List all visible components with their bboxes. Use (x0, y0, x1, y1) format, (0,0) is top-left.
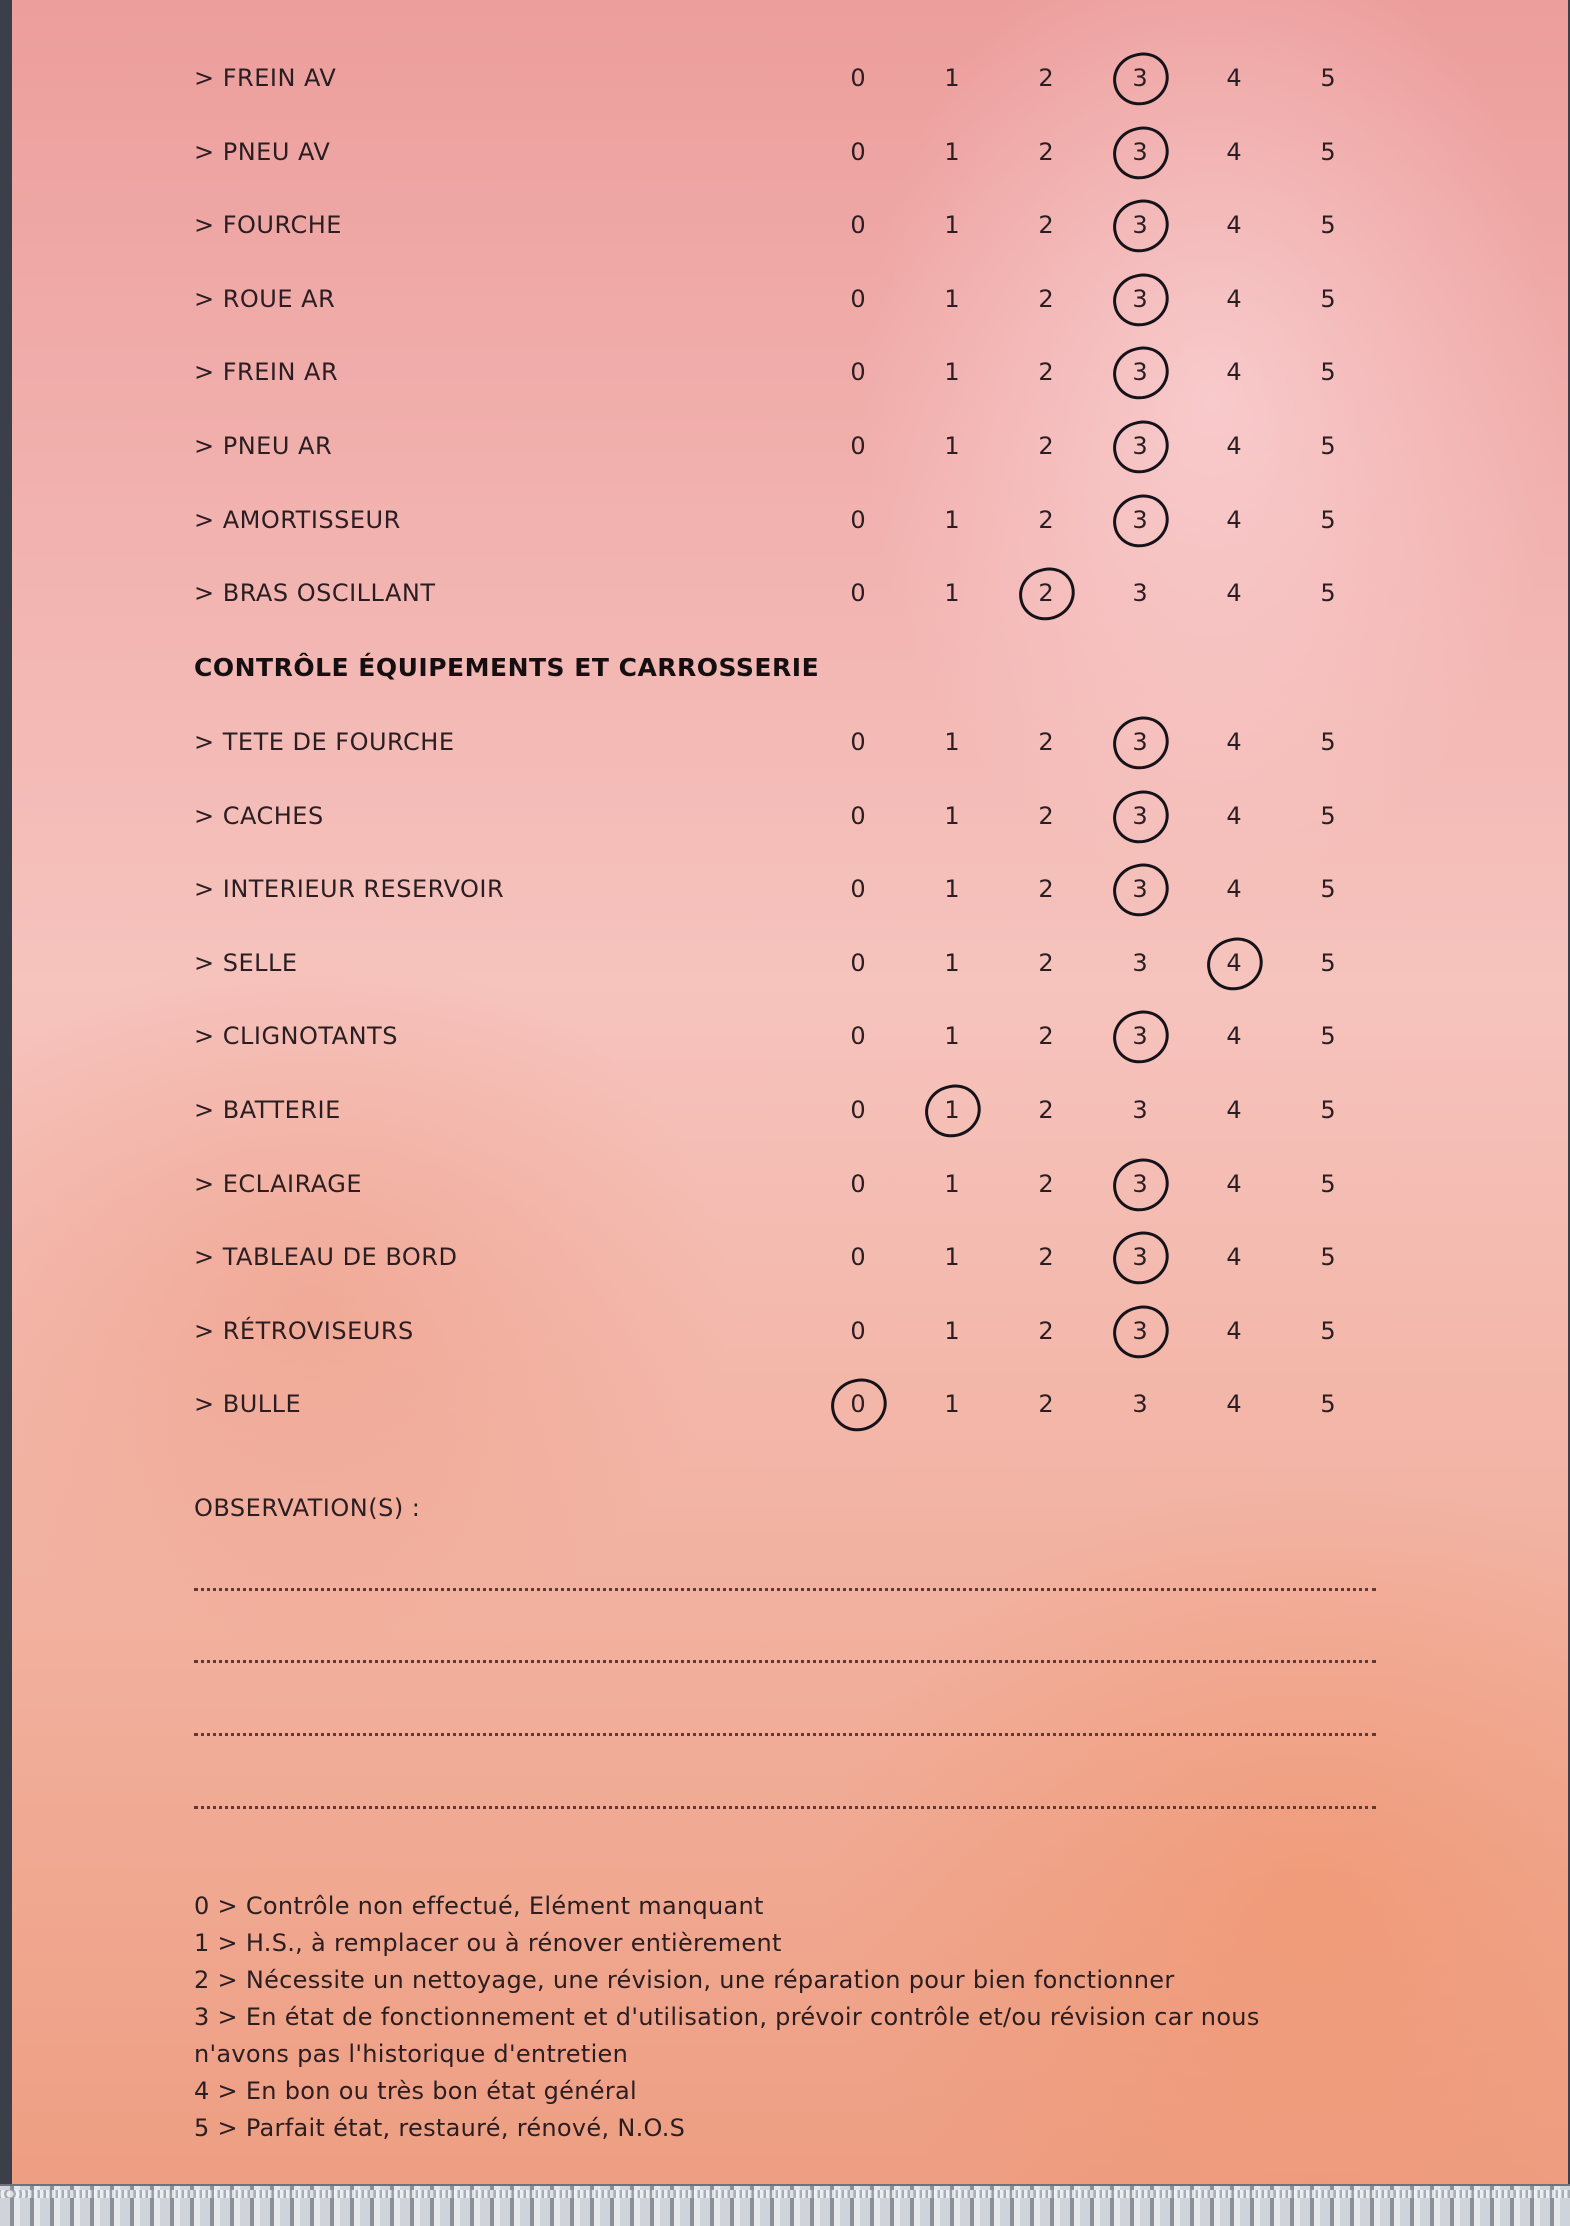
score-option-circled[interactable]: 3 (1110, 1016, 1170, 1056)
score-option-circled[interactable]: 4 (1204, 943, 1264, 983)
rating-row (12, 132, 1568, 172)
score-option[interactable]: 0 (850, 579, 866, 607)
score-option[interactable]: 4 (1226, 1096, 1242, 1124)
row-label: > FREIN AR (194, 358, 339, 386)
score-option[interactable]: 1 (944, 728, 960, 756)
score-option[interactable]: 0 (850, 64, 866, 92)
score-option-circled[interactable]: 3 (1110, 869, 1170, 909)
score-option[interactable]: 2 (1038, 64, 1054, 92)
score-option[interactable]: 2 (1038, 285, 1054, 313)
row-label: > RÉTROVISEURS (194, 1317, 414, 1345)
score-option-circled[interactable]: 3 (1110, 722, 1170, 762)
legend-line: n'avons pas l'historique d'entretien (194, 2040, 629, 2068)
score-option[interactable]: 2 (1038, 506, 1054, 534)
score-option[interactable]: 5 (1320, 802, 1336, 830)
score-option[interactable]: 5 (1320, 285, 1336, 313)
row-label: > ROUE AR (194, 285, 336, 313)
score-option[interactable]: 5 (1320, 1390, 1336, 1418)
score-option[interactable]: 0 (850, 1317, 866, 1345)
score-option[interactable]: 0 (850, 802, 866, 830)
score-option[interactable]: 1 (944, 64, 960, 92)
score-option[interactable]: 1 (944, 1022, 960, 1050)
row-label: > TETE DE FOURCHE (194, 728, 455, 756)
score-option[interactable]: 2 (1038, 1317, 1054, 1345)
score-option[interactable]: 5 (1320, 1022, 1336, 1050)
score-option[interactable]: 2 (1038, 802, 1054, 830)
row-label: > TABLEAU DE BORD (194, 1243, 458, 1271)
legend-line: 4 > En bon ou très bon état général (194, 2077, 637, 2105)
score-option[interactable]: 0 (850, 875, 866, 903)
score-option[interactable]: 2 (1038, 1022, 1054, 1050)
row-label: > BRAS OSCILLANT (194, 579, 436, 607)
row-label: > PNEU AV (194, 138, 331, 166)
score-option[interactable]: 5 (1320, 1243, 1336, 1271)
score-option[interactable]: 4 (1226, 579, 1242, 607)
score-option[interactable]: 4 (1226, 432, 1242, 460)
rating-row (12, 1237, 1568, 1277)
row-label: > FREIN AV (194, 64, 337, 92)
score-option[interactable]: 4 (1226, 1390, 1242, 1418)
score-option[interactable]: 2 (1038, 875, 1054, 903)
score-option[interactable]: 1 (944, 802, 960, 830)
score-option[interactable]: 3 (1132, 1390, 1148, 1418)
score-option[interactable]: 1 (944, 1243, 960, 1271)
score-option[interactable]: 5 (1320, 211, 1336, 239)
score-option[interactable]: 1 (944, 138, 960, 166)
score-option-circled[interactable]: 2 (1016, 573, 1076, 613)
score-option[interactable]: 0 (850, 432, 866, 460)
score-option[interactable]: 3 (1132, 1096, 1148, 1124)
score-option-circled[interactable]: 3 (1110, 352, 1170, 392)
score-option[interactable]: 1 (944, 285, 960, 313)
legend-line: 3 > En état de fonctionnement et d'utilisation, prévoir contrôle et/ou révision car nous (194, 2003, 1260, 2031)
score-option[interactable]: 1 (944, 1317, 960, 1345)
score-option-circled[interactable]: 3 (1110, 205, 1170, 245)
score-option[interactable]: 2 (1038, 1096, 1054, 1124)
score-option[interactable]: 5 (1320, 1170, 1336, 1198)
score-option[interactable]: 5 (1320, 949, 1336, 977)
score-option[interactable]: 2 (1038, 358, 1054, 386)
score-option[interactable]: 2 (1038, 211, 1054, 239)
score-option[interactable]: 5 (1320, 1317, 1336, 1345)
row-label: > PNEU AR (194, 432, 333, 460)
score-option[interactable]: 4 (1226, 1170, 1242, 1198)
score-option[interactable]: 1 (944, 358, 960, 386)
score-option[interactable]: 1 (944, 875, 960, 903)
rating-row (12, 722, 1568, 762)
rating-row (12, 1384, 1568, 1424)
score-option[interactable]: 0 (850, 949, 866, 977)
rating-row (12, 796, 1568, 836)
legend-line: 1 > H.S., à remplacer ou à rénover entièrement (194, 1929, 782, 1957)
score-option[interactable]: 5 (1320, 432, 1336, 460)
score-option[interactable]: 3 (1132, 579, 1148, 607)
row-label: > AMORTISSEUR (194, 506, 401, 534)
score-option-circled[interactable]: 0 (828, 1384, 888, 1424)
score-option[interactable]: 2 (1038, 728, 1054, 756)
score-option-circled[interactable]: 3 (1110, 426, 1170, 466)
score-option[interactable]: 2 (1038, 432, 1054, 460)
rating-row (12, 58, 1568, 98)
rating-row (12, 943, 1568, 983)
rating-legend (194, 1888, 1394, 2147)
score-option[interactable]: 4 (1226, 1022, 1242, 1050)
score-option[interactable]: 5 (1320, 875, 1336, 903)
score-option[interactable]: 4 (1226, 875, 1242, 903)
rating-row (12, 869, 1568, 909)
score-option[interactable]: 4 (1226, 802, 1242, 830)
legend-line: 5 > Parfait état, restauré, rénové, N.O.S (194, 2114, 686, 2142)
score-option[interactable]: 0 (850, 1096, 866, 1124)
score-option[interactable]: 4 (1226, 506, 1242, 534)
form-sheet (12, 0, 1568, 2184)
score-option-circled[interactable]: 3 (1110, 500, 1170, 540)
score-option[interactable]: 5 (1320, 138, 1336, 166)
score-option[interactable]: 1 (944, 579, 960, 607)
rating-row (12, 1164, 1568, 1204)
score-option-circled[interactable]: 3 (1110, 1311, 1170, 1351)
score-option[interactable]: 1 (944, 1390, 960, 1418)
score-option[interactable]: 5 (1320, 579, 1336, 607)
score-option[interactable]: 0 (850, 285, 866, 313)
section-title: CONTRÔLE ÉQUIPEMENTS ET CARROSSERIE (194, 653, 820, 682)
score-option-circled[interactable]: 3 (1110, 132, 1170, 172)
observation-line (194, 1806, 1376, 1809)
row-label: > INTERIEUR RESERVOIR (194, 875, 505, 903)
rating-row (12, 500, 1568, 540)
score-option[interactable]: 2 (1038, 1243, 1054, 1271)
score-option[interactable]: 4 (1226, 285, 1242, 313)
score-option-circled[interactable]: 3 (1110, 796, 1170, 836)
score-option[interactable]: 1 (944, 211, 960, 239)
row-label: > SELLE (194, 949, 298, 977)
rating-row (12, 1311, 1568, 1351)
score-option[interactable]: 1 (944, 432, 960, 460)
score-option[interactable]: 5 (1320, 728, 1336, 756)
score-option[interactable]: 2 (1038, 1390, 1054, 1418)
rating-row (12, 1016, 1568, 1056)
score-option[interactable]: 5 (1320, 506, 1336, 534)
row-label: > ECLAIRAGE (194, 1170, 363, 1198)
score-option[interactable]: 0 (850, 138, 866, 166)
score-option[interactable]: 1 (944, 949, 960, 977)
legend-line: 2 > Nécessite un nettoyage, une révision, une réparation pour bien fonctionner (194, 1966, 1175, 1994)
score-option[interactable]: 5 (1320, 1096, 1336, 1124)
score-option[interactable]: 4 (1226, 64, 1242, 92)
rating-row (12, 573, 1568, 613)
score-option[interactable]: 4 (1226, 358, 1242, 386)
score-option[interactable]: 4 (1226, 728, 1242, 756)
score-option[interactable]: 0 (850, 1022, 866, 1050)
score-option-circled[interactable]: 3 (1110, 1164, 1170, 1204)
row-label: > BATTERIE (194, 1096, 341, 1124)
legend-line: 0 > Contrôle non effectué, Elément manquant (194, 1892, 764, 1920)
rating-row (12, 1090, 1568, 1130)
score-option[interactable]: 0 (850, 211, 866, 239)
row-label: > CLIGNOTANTS (194, 1022, 398, 1050)
score-option[interactable]: 0 (850, 506, 866, 534)
score-option-circled[interactable]: 3 (1110, 1237, 1170, 1277)
score-option[interactable]: 1 (944, 506, 960, 534)
score-option[interactable]: 5 (1320, 64, 1336, 92)
score-option[interactable]: 0 (850, 1170, 866, 1198)
rating-row (12, 352, 1568, 392)
observations-label: OBSERVATION(S) : (194, 1494, 421, 1522)
binder-holes (0, 2190, 1570, 2198)
score-option[interactable]: 4 (1226, 1317, 1242, 1345)
score-option[interactable]: 5 (1320, 358, 1336, 386)
rating-row (12, 279, 1568, 319)
row-label: > BULLE (194, 1390, 302, 1418)
score-option[interactable]: 0 (850, 358, 866, 386)
score-option[interactable]: 4 (1226, 1243, 1242, 1271)
score-option[interactable]: 1 (944, 1170, 960, 1198)
score-option[interactable]: 2 (1038, 1170, 1054, 1198)
score-option-circled[interactable]: 3 (1110, 58, 1170, 98)
score-option[interactable]: 2 (1038, 949, 1054, 977)
score-option[interactable]: 2 (1038, 138, 1054, 166)
score-option-circled[interactable]: 3 (1110, 279, 1170, 319)
row-label: > FOURCHE (194, 211, 342, 239)
rating-row (12, 426, 1568, 466)
row-label: > CACHES (194, 802, 324, 830)
score-option[interactable]: 3 (1132, 949, 1148, 977)
observation-line (194, 1733, 1376, 1736)
score-option[interactable]: 4 (1226, 211, 1242, 239)
score-option[interactable]: 4 (1226, 138, 1242, 166)
score-option-circled[interactable]: 1 (922, 1090, 982, 1130)
observation-line (194, 1660, 1376, 1663)
observation-line (194, 1588, 1376, 1591)
score-option[interactable]: 0 (850, 1243, 866, 1271)
score-option[interactable]: 0 (850, 728, 866, 756)
rating-row (12, 205, 1568, 245)
